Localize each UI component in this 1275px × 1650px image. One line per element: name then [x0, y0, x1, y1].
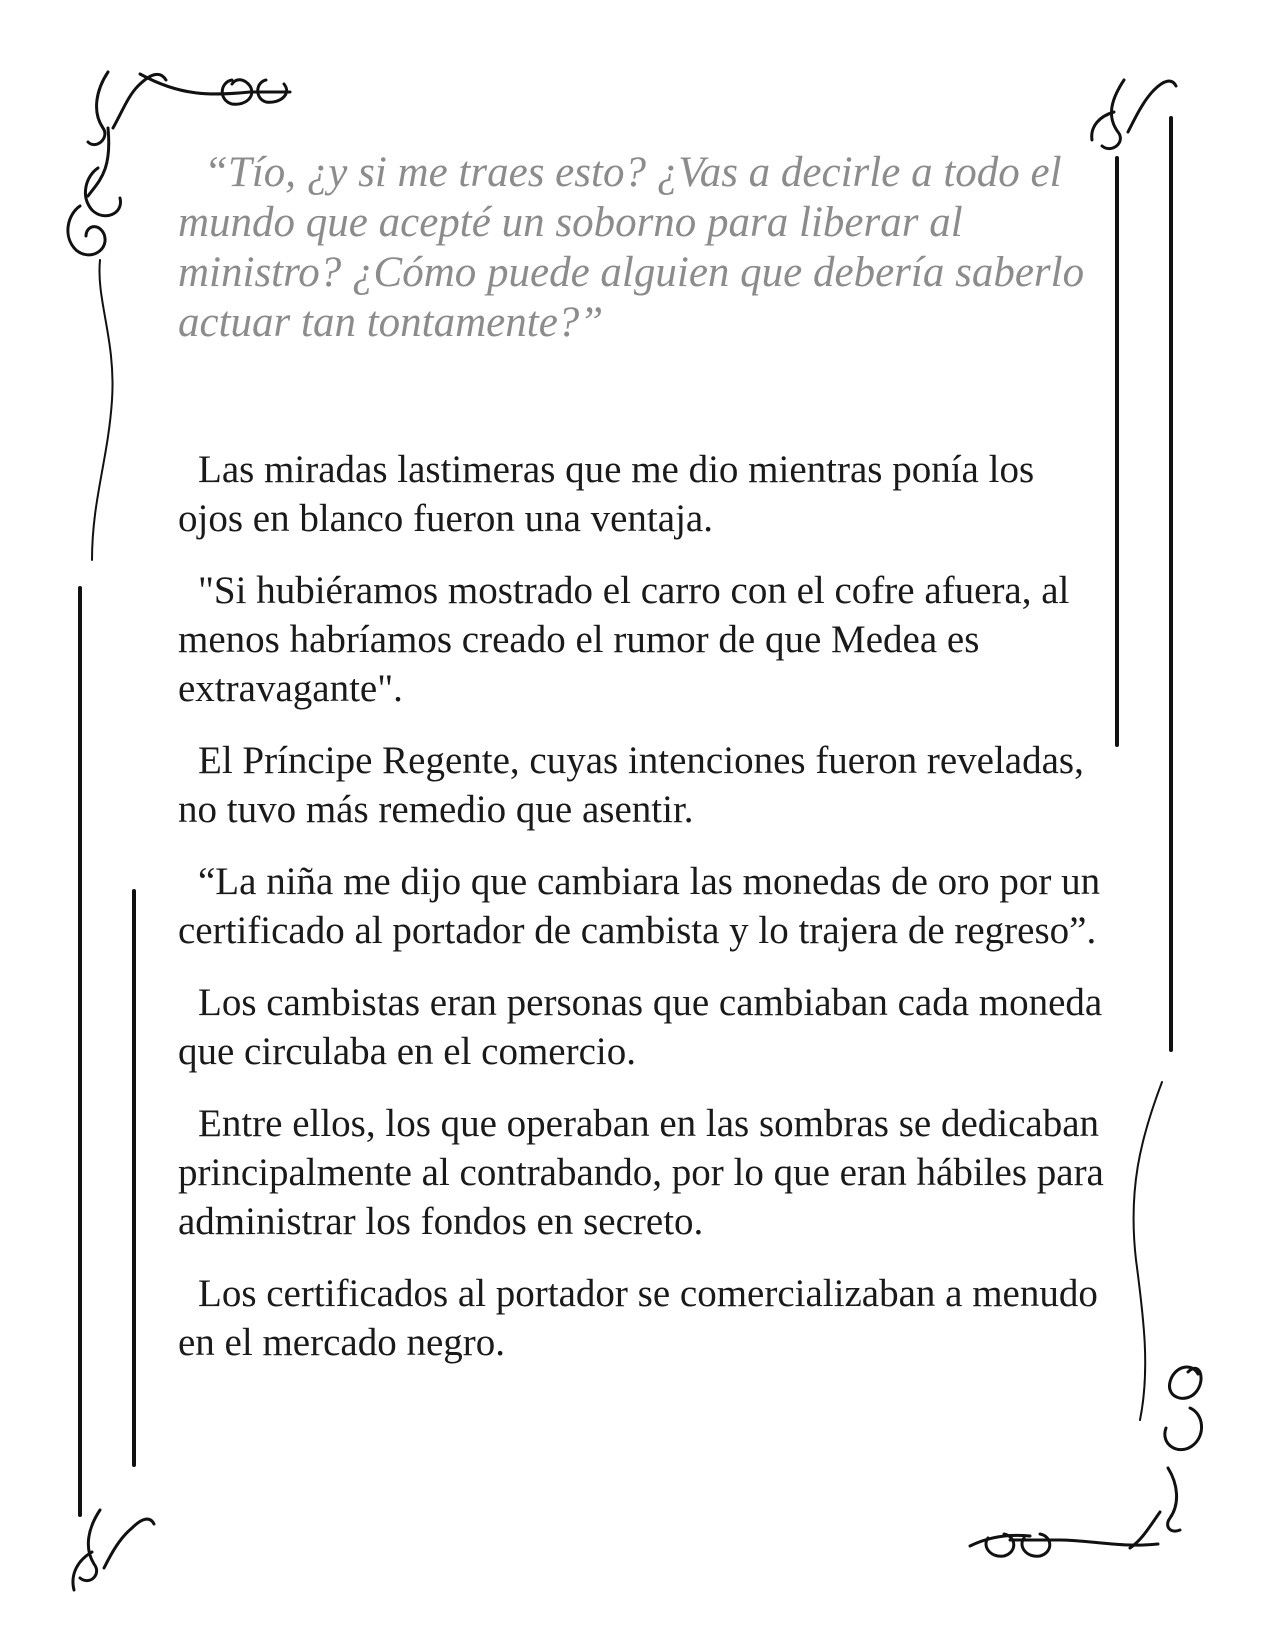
paragraph: Los certificados al portador se comercializaban a menudo en el mercado negro. — [178, 1272, 1098, 1364]
paragraph: Las miradas lastimeras que me dio mientras ponía los ojos en blanco fueron una ventaja. — [178, 448, 1035, 540]
italic-quote: “Tío, ¿y si me traes esto? ¿Vas a decirle a todo el mundo que acepté un soborno para liberar al ministro? ¿Cómo puede alguien que debería saberlo actuar tan tontamente?” — [178, 149, 1085, 346]
paragraph: "Si hubiéramos mostrado el carro con el cofre afuera, al menos habríamos creado el rumor de que Medea es extravagante". — [178, 569, 1070, 710]
paragraph: Entre ellos, los que operaban en las sombras se dedicaban principalmente al contrabando, por lo que eran hábiles para administrar los fondos en secreto. — [178, 1102, 1104, 1243]
paragraph: Los cambistas eran personas que cambiaban cada moneda que circulaba en el comercio. — [178, 981, 1103, 1073]
bottom-left-flourish-icon — [73, 1510, 154, 1590]
body-text — [178, 445, 1108, 1390]
paragraph: “La niña me dijo que cambiara las monedas de oro por un certificado al portador de cambista y lo trajera de regreso”. — [178, 860, 1101, 952]
paragraph: El Príncipe Regente, cuyas intenciones fueron reveladas, no tuvo más remedio que asentir. — [178, 739, 1084, 831]
top-right-flourish-icon — [1092, 80, 1176, 149]
